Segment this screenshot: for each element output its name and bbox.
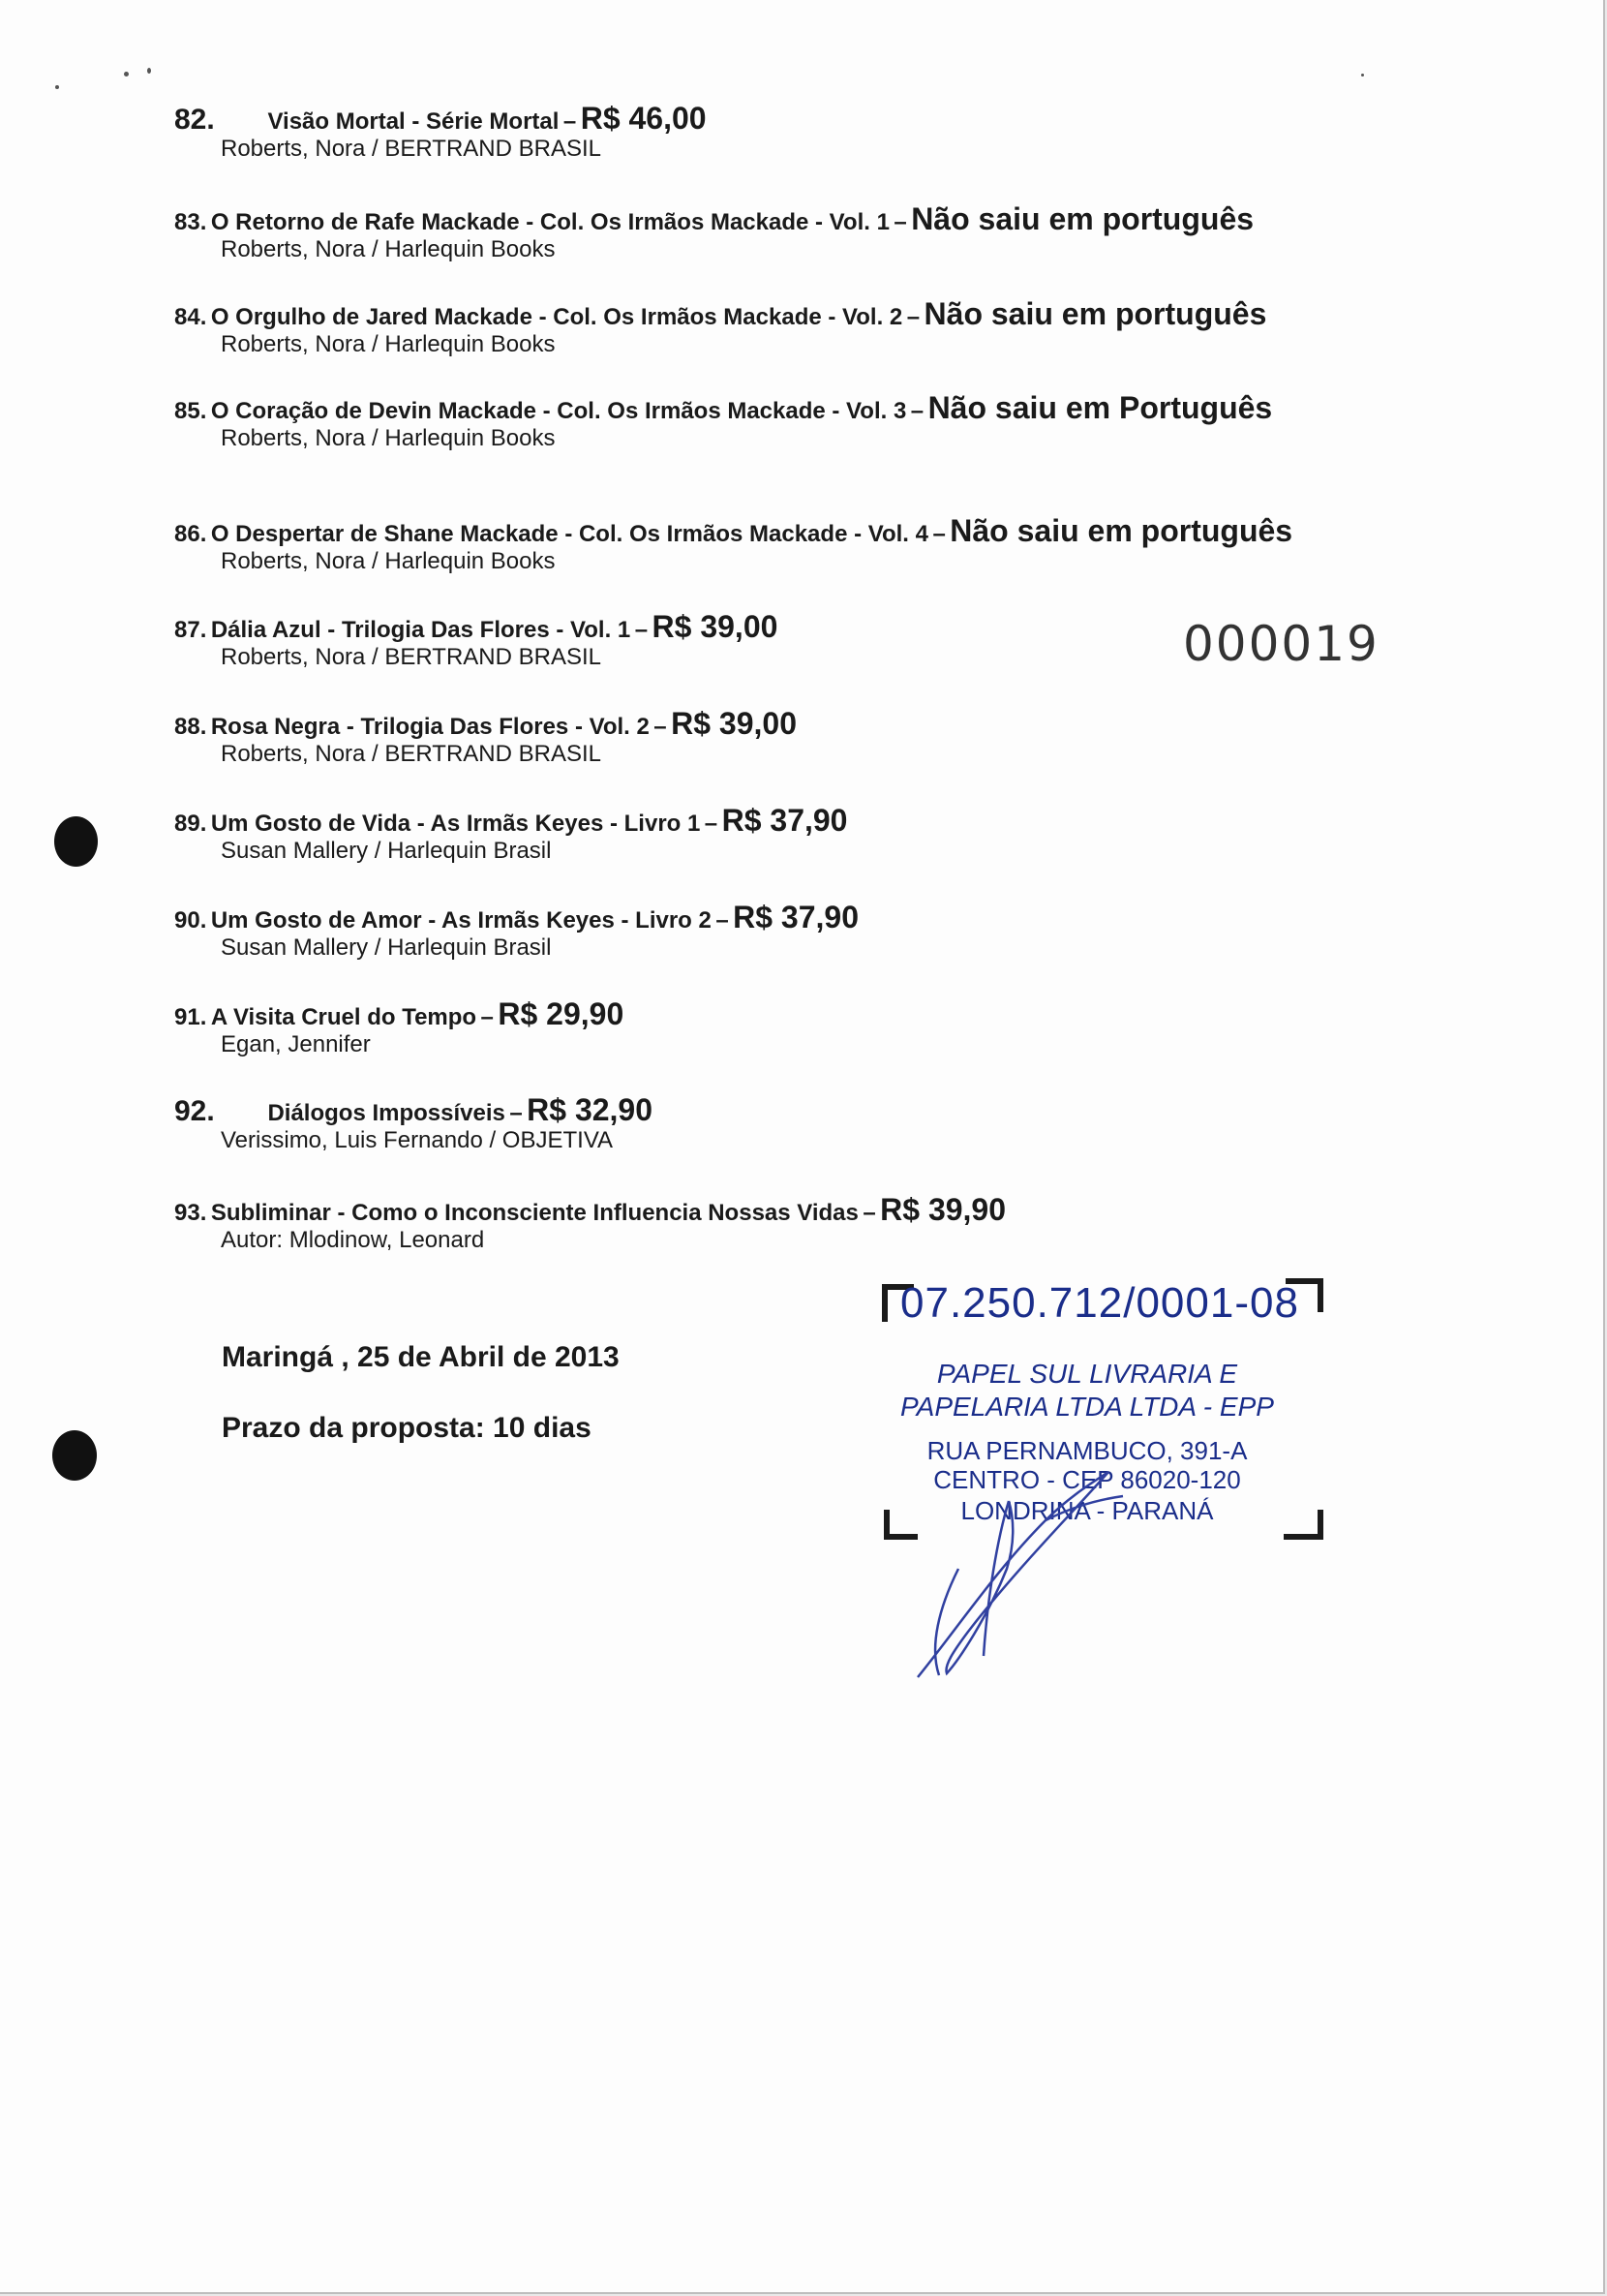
- proposal-deadline: Prazo da proposta: 10 dias: [222, 1412, 591, 1444]
- item-price: R$ 37,90: [721, 803, 848, 838]
- item-price: Não saiu em português: [950, 513, 1293, 548]
- item-author: Roberts, Nora / BERTRAND BRASIL: [221, 741, 602, 767]
- item-title: Visão Mortal - Série Mortal: [267, 108, 560, 135]
- list-item: [174, 513, 1433, 575]
- list-item: [174, 996, 1433, 1058]
- separator: –: [509, 1100, 523, 1126]
- item-title: O Orgulho de Jared Mackade - Col. Os Irmãos Mackade - Vol. 2: [210, 304, 903, 330]
- item-title: O Retorno de Rafe Mackade - Col. Os Irmãos Mackade - Vol. 1: [210, 209, 890, 235]
- item-number: 83.: [174, 209, 207, 235]
- punch-hole: [54, 816, 98, 867]
- item-title: Diálogos Impossíveis: [267, 1100, 505, 1126]
- signature-scribble: [900, 1453, 1142, 1685]
- item-title: Um Gosto de Amor - As Irmãs Keyes - Livro 2: [210, 907, 712, 934]
- item-author: Roberts, Nora / Harlequin Books: [221, 548, 556, 574]
- list-item: [174, 706, 1433, 768]
- item-author: Roberts, Nora / Harlequin Books: [221, 236, 556, 262]
- list-item: [174, 1192, 1433, 1254]
- item-title: Dália Azul - Trilogia Das Flores - Vol. 1: [210, 617, 631, 643]
- stamp-company-name-line2: PAPELARIA LTDA LTDA - EPP: [900, 1392, 1274, 1422]
- item-number: 92.: [174, 1095, 215, 1127]
- separator: –: [634, 617, 649, 643]
- item-number: 88.: [174, 714, 207, 740]
- item-price: Não saiu em português: [911, 201, 1255, 236]
- item-author: Roberts, Nora / Harlequin Books: [221, 331, 556, 357]
- page-number-code: 000019: [1183, 616, 1380, 672]
- item-author: Roberts, Nora / BERTRAND BRASIL: [221, 644, 602, 670]
- item-price: Não saiu em português: [924, 296, 1267, 331]
- scan-speck: [1361, 74, 1364, 77]
- item-title: O Despertar de Shane Mackade - Col. Os Irmãos Mackade - Vol. 4: [210, 521, 928, 547]
- list-item: [174, 803, 1433, 865]
- item-author: Roberts, Nora / BERTRAND BRASIL: [221, 136, 602, 162]
- item-number: 86.: [174, 521, 207, 547]
- item-title: Rosa Negra - Trilogia Das Flores - Vol. 2: [210, 714, 650, 740]
- item-number: 87.: [174, 617, 207, 643]
- item-author: Roberts, Nora / Harlequin Books: [221, 425, 556, 451]
- separator: –: [480, 1004, 494, 1030]
- item-title: A Visita Cruel do Tempo: [210, 1004, 477, 1030]
- scan-speck: [124, 72, 129, 77]
- item-number: 82.: [174, 104, 215, 136]
- item-number: 85.: [174, 398, 207, 424]
- list-item: [174, 101, 1433, 163]
- item-price: R$ 39,00: [671, 706, 797, 741]
- separator: –: [715, 907, 729, 934]
- item-author: Susan Mallery / Harlequin Brasil: [221, 934, 552, 961]
- punch-hole: [52, 1430, 97, 1481]
- scan-speck: [55, 85, 59, 89]
- item-number: 91.: [174, 1004, 207, 1030]
- separator: –: [894, 209, 907, 235]
- stamp-address-line2: CENTRO - CEP 86020-120: [933, 1465, 1241, 1494]
- item-author: Susan Mallery / Harlequin Brasil: [221, 838, 552, 864]
- item-price: Não saiu em Português: [927, 390, 1273, 425]
- item-number: 84.: [174, 304, 207, 330]
- item-title: Um Gosto de Vida - As Irmãs Keyes - Livro 1: [210, 811, 701, 837]
- item-price: R$ 39,90: [880, 1192, 1007, 1227]
- separator: –: [653, 714, 667, 740]
- item-author: Egan, Jennifer: [221, 1031, 371, 1057]
- separator: –: [562, 108, 577, 135]
- item-title: Subliminar - Como o Inconsciente Influencia Nossas Vidas: [210, 1200, 859, 1226]
- separator: –: [910, 398, 925, 424]
- item-author: Autor: Mlodinow, Leonard: [221, 1227, 485, 1253]
- stamp-address-line3: LONDRINA - PARANÁ: [960, 1496, 1214, 1525]
- item-number: 90.: [174, 907, 207, 934]
- list-item: [174, 390, 1433, 452]
- stamp-company-name-line1: PAPEL SUL LIVRARIA E: [936, 1359, 1238, 1389]
- stamp-address-line1: RUA PERNAMBUCO, 391-A: [926, 1436, 1248, 1465]
- item-number: 89.: [174, 811, 207, 837]
- item-price: R$ 39,00: [652, 609, 778, 644]
- separator: –: [932, 521, 946, 547]
- separator: –: [704, 811, 718, 837]
- list-item: [174, 201, 1433, 263]
- item-author: Verissimo, Luis Fernando / OBJETIVA: [221, 1127, 614, 1153]
- item-title: O Coração de Devin Mackade - Col. Os Irmãos Mackade - Vol. 3: [210, 398, 907, 424]
- scan-speck: [147, 68, 151, 74]
- separator: –: [863, 1200, 876, 1226]
- stamp-cnpj: 07.250.712/0001-08: [900, 1279, 1299, 1327]
- item-price: R$ 37,90: [733, 900, 859, 934]
- item-number: 93.: [174, 1200, 207, 1226]
- item-price: R$ 46,00: [580, 101, 707, 136]
- list-item: [174, 1092, 1433, 1154]
- list-item: [174, 900, 1433, 962]
- list-item: [174, 296, 1433, 358]
- separator: –: [906, 304, 921, 330]
- place-and-date: Maringá , 25 de Abril de 2013: [222, 1341, 620, 1373]
- item-price: R$ 32,90: [527, 1092, 653, 1127]
- item-price: R$ 29,90: [498, 996, 624, 1031]
